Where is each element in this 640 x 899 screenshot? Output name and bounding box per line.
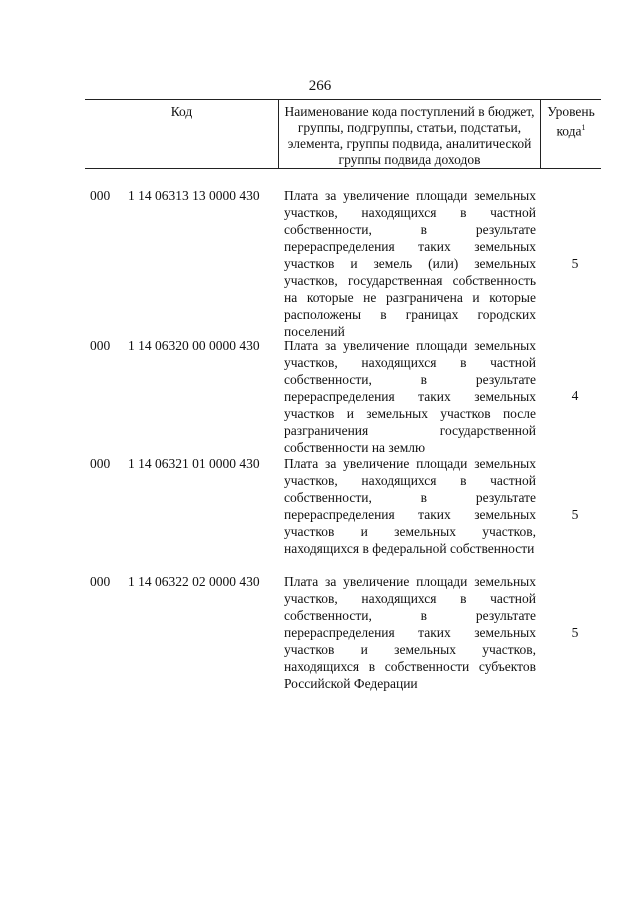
header-level-footnote: 1 [581, 123, 586, 132]
row-revenue-code: 1 14 06321 01 0000 430 [128, 456, 260, 471]
header-code-label: Код [170, 104, 193, 119]
row-admin-code: 000 [90, 574, 111, 589]
table-header [85, 99, 601, 169]
header-level [541, 100, 601, 168]
table-row [0, 187, 640, 337]
row-revenue-code: 1 14 06322 02 0000 430 [128, 574, 260, 589]
page-number: 266 [308, 78, 332, 94]
header-code [85, 100, 278, 168]
row-admin-code: 000 [90, 456, 111, 471]
table-row [0, 337, 640, 455]
table-row [0, 455, 640, 573]
row-revenue-name: Плата за увеличение площади земельных участков, находящихся в частной собственности, в результате перераспределения таких земельных участков и земельных участков, находящихся в федеральной собственности [284, 456, 536, 556]
header-level-label: Уровень кода [547, 104, 595, 139]
row-admin-code: 000 [90, 338, 111, 353]
row-admin-code: 000 [90, 188, 111, 203]
row-level: 5 [571, 256, 579, 271]
row-level: 4 [571, 388, 579, 403]
row-revenue-code: 1 14 06320 00 0000 430 [128, 338, 260, 353]
header-name [278, 100, 541, 168]
header-name-label: Наименование кода поступлений в бюджет, группы, подгруппы, статьи, подстатьи, элемента, группы подвида, аналитической группы подвида доходов [284, 104, 535, 167]
row-revenue-name: Плата за увеличение площади земельных участков, находящихся в частной собственности, в результате перераспределения таких земельных участков и земельных участков, находящихся в собственности субъектов Российской Федерации [284, 574, 536, 691]
row-revenue-code: 1 14 06313 13 0000 430 [128, 188, 260, 203]
table-row [0, 573, 640, 691]
row-revenue-name: Плата за увеличение площади земельных участков, находящихся в частной собственности, в результате перераспределения таких земельных участков и земельных участков после разграничения государственной собственности на землю [284, 338, 536, 455]
row-level: 5 [571, 507, 579, 522]
row-level: 5 [571, 625, 579, 640]
row-revenue-name: Плата за увеличение площади земельных участков, находящихся в частной собственности, в результате перераспределения таких земельных участков и земель (или) земельных участков, государственная собственность на которые не разграничена и которые расположены в границах городских поселений [284, 188, 536, 339]
